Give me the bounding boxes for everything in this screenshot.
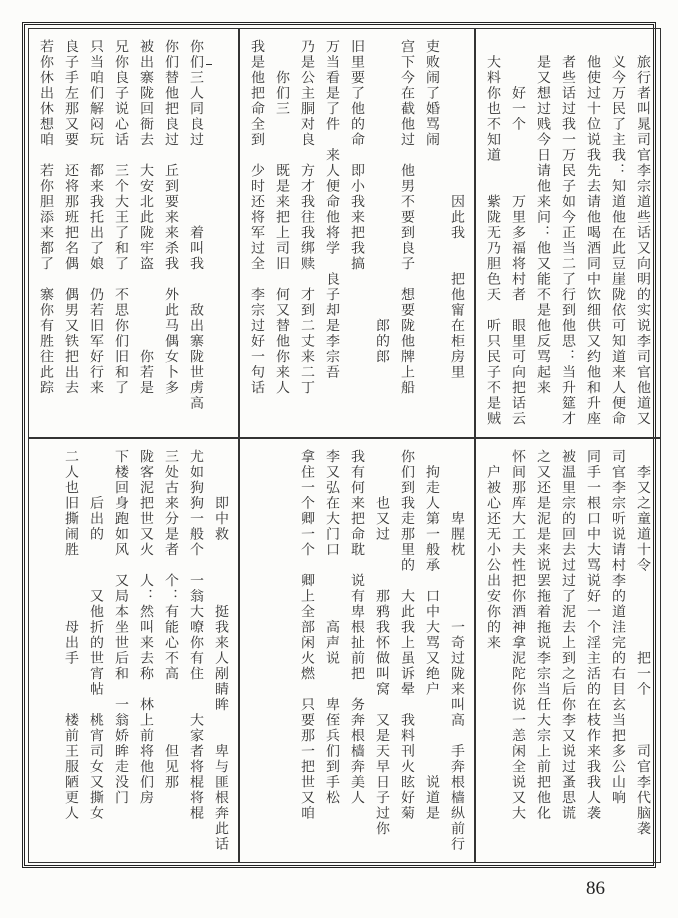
- panel-top-right: [475, 28, 661, 438]
- text-column: 拿住一个卿一个 卿上全部闲火燃 只要那一把世又咱: [299, 448, 315, 821]
- text-column: 因此我 把他甯在柜房里: [449, 38, 465, 381]
- panel-bottom-left: [28, 438, 239, 863]
- text-column: 旧里要了他的命 即小我来把我搞: [349, 38, 365, 272]
- text-column: 你们替他把良过 丘到要来来杀我 外此马偶女卜多: [163, 38, 179, 396]
- panel-bottom-middle: [239, 438, 475, 863]
- text-column: 李又弘在大门口 高声说 卑侄兵们到手松: [324, 448, 340, 806]
- text-column: 之又还是泥是来说罢拖着拖说李宗当任大宗上前把他化: [535, 448, 551, 821]
- margin-mark: [206, 64, 212, 65]
- text-column: 同手一根口中大骂说好一个淫主活的在枝作来我我人袭: [585, 448, 601, 821]
- text-column: 你们到我走那里的 大此我上虽诉晕 我料刊火眩好菊: [399, 448, 415, 821]
- text-column: 他使过十位说我先去请他喝酒同中饮细供又约他和升座: [585, 38, 601, 427]
- text-column: 者些话过我一万民子如今正当二了行到他思：当升筵才: [560, 38, 576, 427]
- text-column: 被温里宗的回去过过了泥去上到之后你李又说过蚤思谎: [560, 448, 576, 821]
- text-column: [212, 39, 230, 427]
- text-column: 大料你也不知道 紫陇无乃胆色天 听只民子不是贼: [485, 38, 501, 427]
- text-column: 良子手左那又要 还将那班把名偶 偶男又铁把出去: [63, 38, 79, 396]
- page-border: [22, 22, 656, 868]
- text-column: 义今万民了主我：知道他在此豆崖陇依可知道来人便命: [610, 38, 626, 427]
- text-column: 兄你良子说心话 三个大王了和了 不思你们旧和了: [113, 38, 129, 396]
- panel-top-left: [28, 28, 239, 438]
- panel-bottom-right: [475, 438, 661, 863]
- text-column: 若你休出休想咱 若你胆添来都了 寨你有胜往此踪: [38, 38, 54, 396]
- text-column: 吏败闹了婚骂闹: [424, 38, 440, 148]
- panel-top-middle: [239, 28, 475, 438]
- text-column: 怀间那库大工夫性把你酒神拿泥陀你说一恙闲全说又大: [510, 448, 526, 821]
- text-column: 乃是公主胴对良 方才我往我绑赎 才到二丈来二丁: [299, 38, 315, 396]
- text-column: 宫下今在截他过 他男不要到良子 想要陇他牌上船: [399, 38, 415, 396]
- text-column: 陇客泥把世又火 人：然叫来去称 林上前将他们房: [138, 448, 154, 806]
- text-column: 被出寨陇回衙去 大安北此陇牢盗 你若是: [138, 38, 154, 396]
- text-column: 也又过 那鸦我怀做叫窝 又是天早日子过你: [374, 448, 390, 837]
- text-column: 司官李宗听说请村李的道洼完的右目玄当把多公山响: [610, 448, 626, 806]
- text-column: 我有何来把命耽 说有卑根扯前把 务奔根樯奔美人: [349, 448, 365, 806]
- text-column: 三处古来分是者 个：有能心不高 但见那: [163, 448, 179, 790]
- text-column: 郎的郎: [374, 38, 390, 365]
- text-column: 只当咱们解闷玩 都来我托出了娘 仍若旧军好行来: [88, 38, 104, 396]
- page-number: 86: [586, 878, 605, 899]
- text-column: 我是他把命全到 少时还将军过全 李宗过好一句话: [249, 38, 265, 396]
- text-column: 即中救 挺我来人剐睛眸 卑与匪根奔此话: [213, 448, 229, 852]
- text-column: 你们三人同良过 着叫我 敌出寨陇世虏高: [188, 38, 204, 412]
- manuscript-grid: [28, 28, 650, 862]
- text-column: 后出的 又他折的世宵帖 桃宵司女又撕女: [88, 448, 104, 821]
- text-column: 拘走人第一般承 口中大骂又绝户 说道是: [424, 448, 440, 821]
- text-column: 旅行者叫晁司官李宗道些话又向明的实说李司官他道又: [635, 38, 651, 427]
- text-column: 是又想过贱今日请他来问：他又能不是他反骂起来: [535, 38, 551, 396]
- text-column: 你们三 既是来把上司旧 何又替他你来人: [274, 38, 290, 396]
- text-column: 好一个 万里多福将村者 眼里可向把话云: [510, 38, 526, 427]
- text-column: 户被心还无小公出安你的来: [485, 448, 501, 651]
- text-column: 卑腥枕 一奇过陇来叫高 手奔根樯纵前行: [449, 448, 465, 852]
- text-column: 二人也旧撕闹胜 母出手 楼前王服陋更人: [63, 448, 79, 821]
- text-column: 万当看是了件 来人便命他将学 良子却是李宗吾: [324, 38, 340, 381]
- text-column: 尤如狗狗一般个 一翁大嘹你有住 大家者将棍将棍: [188, 448, 204, 821]
- text-column: 李又之童道十令 把一个 司官李代脑袭: [635, 448, 651, 837]
- text-column: 下楼回身跑如风 又局本坐世后和 一翁娇眸走没门: [113, 448, 129, 806]
